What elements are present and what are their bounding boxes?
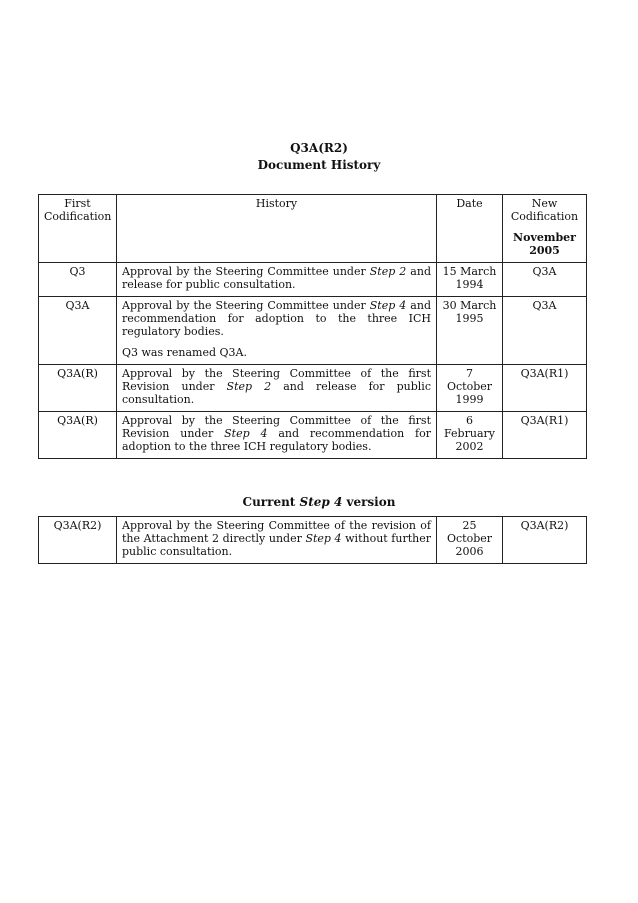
history-paragraph: [122, 299, 431, 338]
row-history: [117, 365, 437, 412]
row-date: 25 October 2006: [437, 517, 503, 564]
table-row: [39, 263, 587, 297]
table-row: [39, 412, 587, 459]
history-step: Step 4: [369, 299, 407, 312]
history-text: and release for public consultation.: [122, 265, 431, 291]
history-step: Step 2: [369, 265, 407, 278]
table-row: [39, 297, 587, 365]
row-date: 7 October 1999: [437, 365, 503, 412]
header-history: History: [117, 195, 437, 263]
header-row: [39, 195, 587, 263]
row-new-code: Q3A: [503, 263, 587, 297]
row-date: 30 March 1995: [437, 297, 503, 365]
table-row: [39, 365, 587, 412]
row-new-code: Q3A(R1): [503, 412, 587, 459]
section-title-step: Step 4: [299, 495, 343, 509]
history-text: without further public consultation.: [122, 532, 431, 558]
current-version-table: [38, 516, 587, 564]
history-text: Approval by the Steering Committee of the first Revision under: [122, 414, 431, 440]
row-history: [117, 517, 437, 564]
row-history: [117, 297, 437, 365]
row-new-code: Q3A(R2): [503, 517, 587, 564]
header-new-codification-date: November 2005: [513, 231, 576, 257]
header-date: Date: [437, 195, 503, 263]
history-text: Approval by the Steering Committee under: [122, 265, 370, 278]
history-text: Approval by the Steering Committee of the revision of the Attachment 2 directly under: [122, 519, 431, 545]
row-code: Q3A: [39, 297, 117, 365]
row-history: [117, 412, 437, 459]
row-new-code: Q3A: [503, 297, 587, 365]
history-step: Step 4: [224, 427, 268, 440]
header-new-codification: [503, 195, 587, 263]
header-first-codification: First Codification: [39, 195, 117, 263]
row-new-code: Q3A(R1): [503, 365, 587, 412]
history-note: Q3 was renamed Q3A.: [122, 346, 247, 359]
table-row: [39, 517, 587, 564]
title-heading: Document History: [257, 158, 381, 172]
history-step: Step 4: [305, 532, 342, 545]
row-code: Q3A(R2): [39, 517, 117, 564]
history-text: and recommendation for adoption to the three ICH regulatory bodies.: [122, 427, 431, 453]
history-text: and recommendation for adoption to the three ICH regulatory bodies.: [122, 299, 431, 338]
title-code: Q3A(R2): [290, 141, 348, 155]
row-date: 15 March 1994: [437, 263, 503, 297]
history-text: Approval by the Steering Committee of the first Revision under: [122, 367, 431, 393]
history-text: and release for public consultation.: [122, 380, 431, 406]
row-history: [117, 263, 437, 297]
header-new-codification-label: New Codification: [510, 197, 579, 223]
row-code: Q3: [39, 263, 117, 297]
row-code: Q3A(R): [39, 412, 117, 459]
current-version-title: [0, 495, 638, 510]
row-date: 6 February 2002: [437, 412, 503, 459]
history-table: [38, 194, 587, 459]
row-code: Q3A(R): [39, 365, 117, 412]
history-text: Approval by the Steering Committee under: [122, 299, 370, 312]
section-title-text: version: [342, 495, 396, 509]
section-title-text: Current: [242, 495, 300, 509]
history-step: Step 2: [226, 380, 272, 393]
document-title: [0, 140, 638, 174]
